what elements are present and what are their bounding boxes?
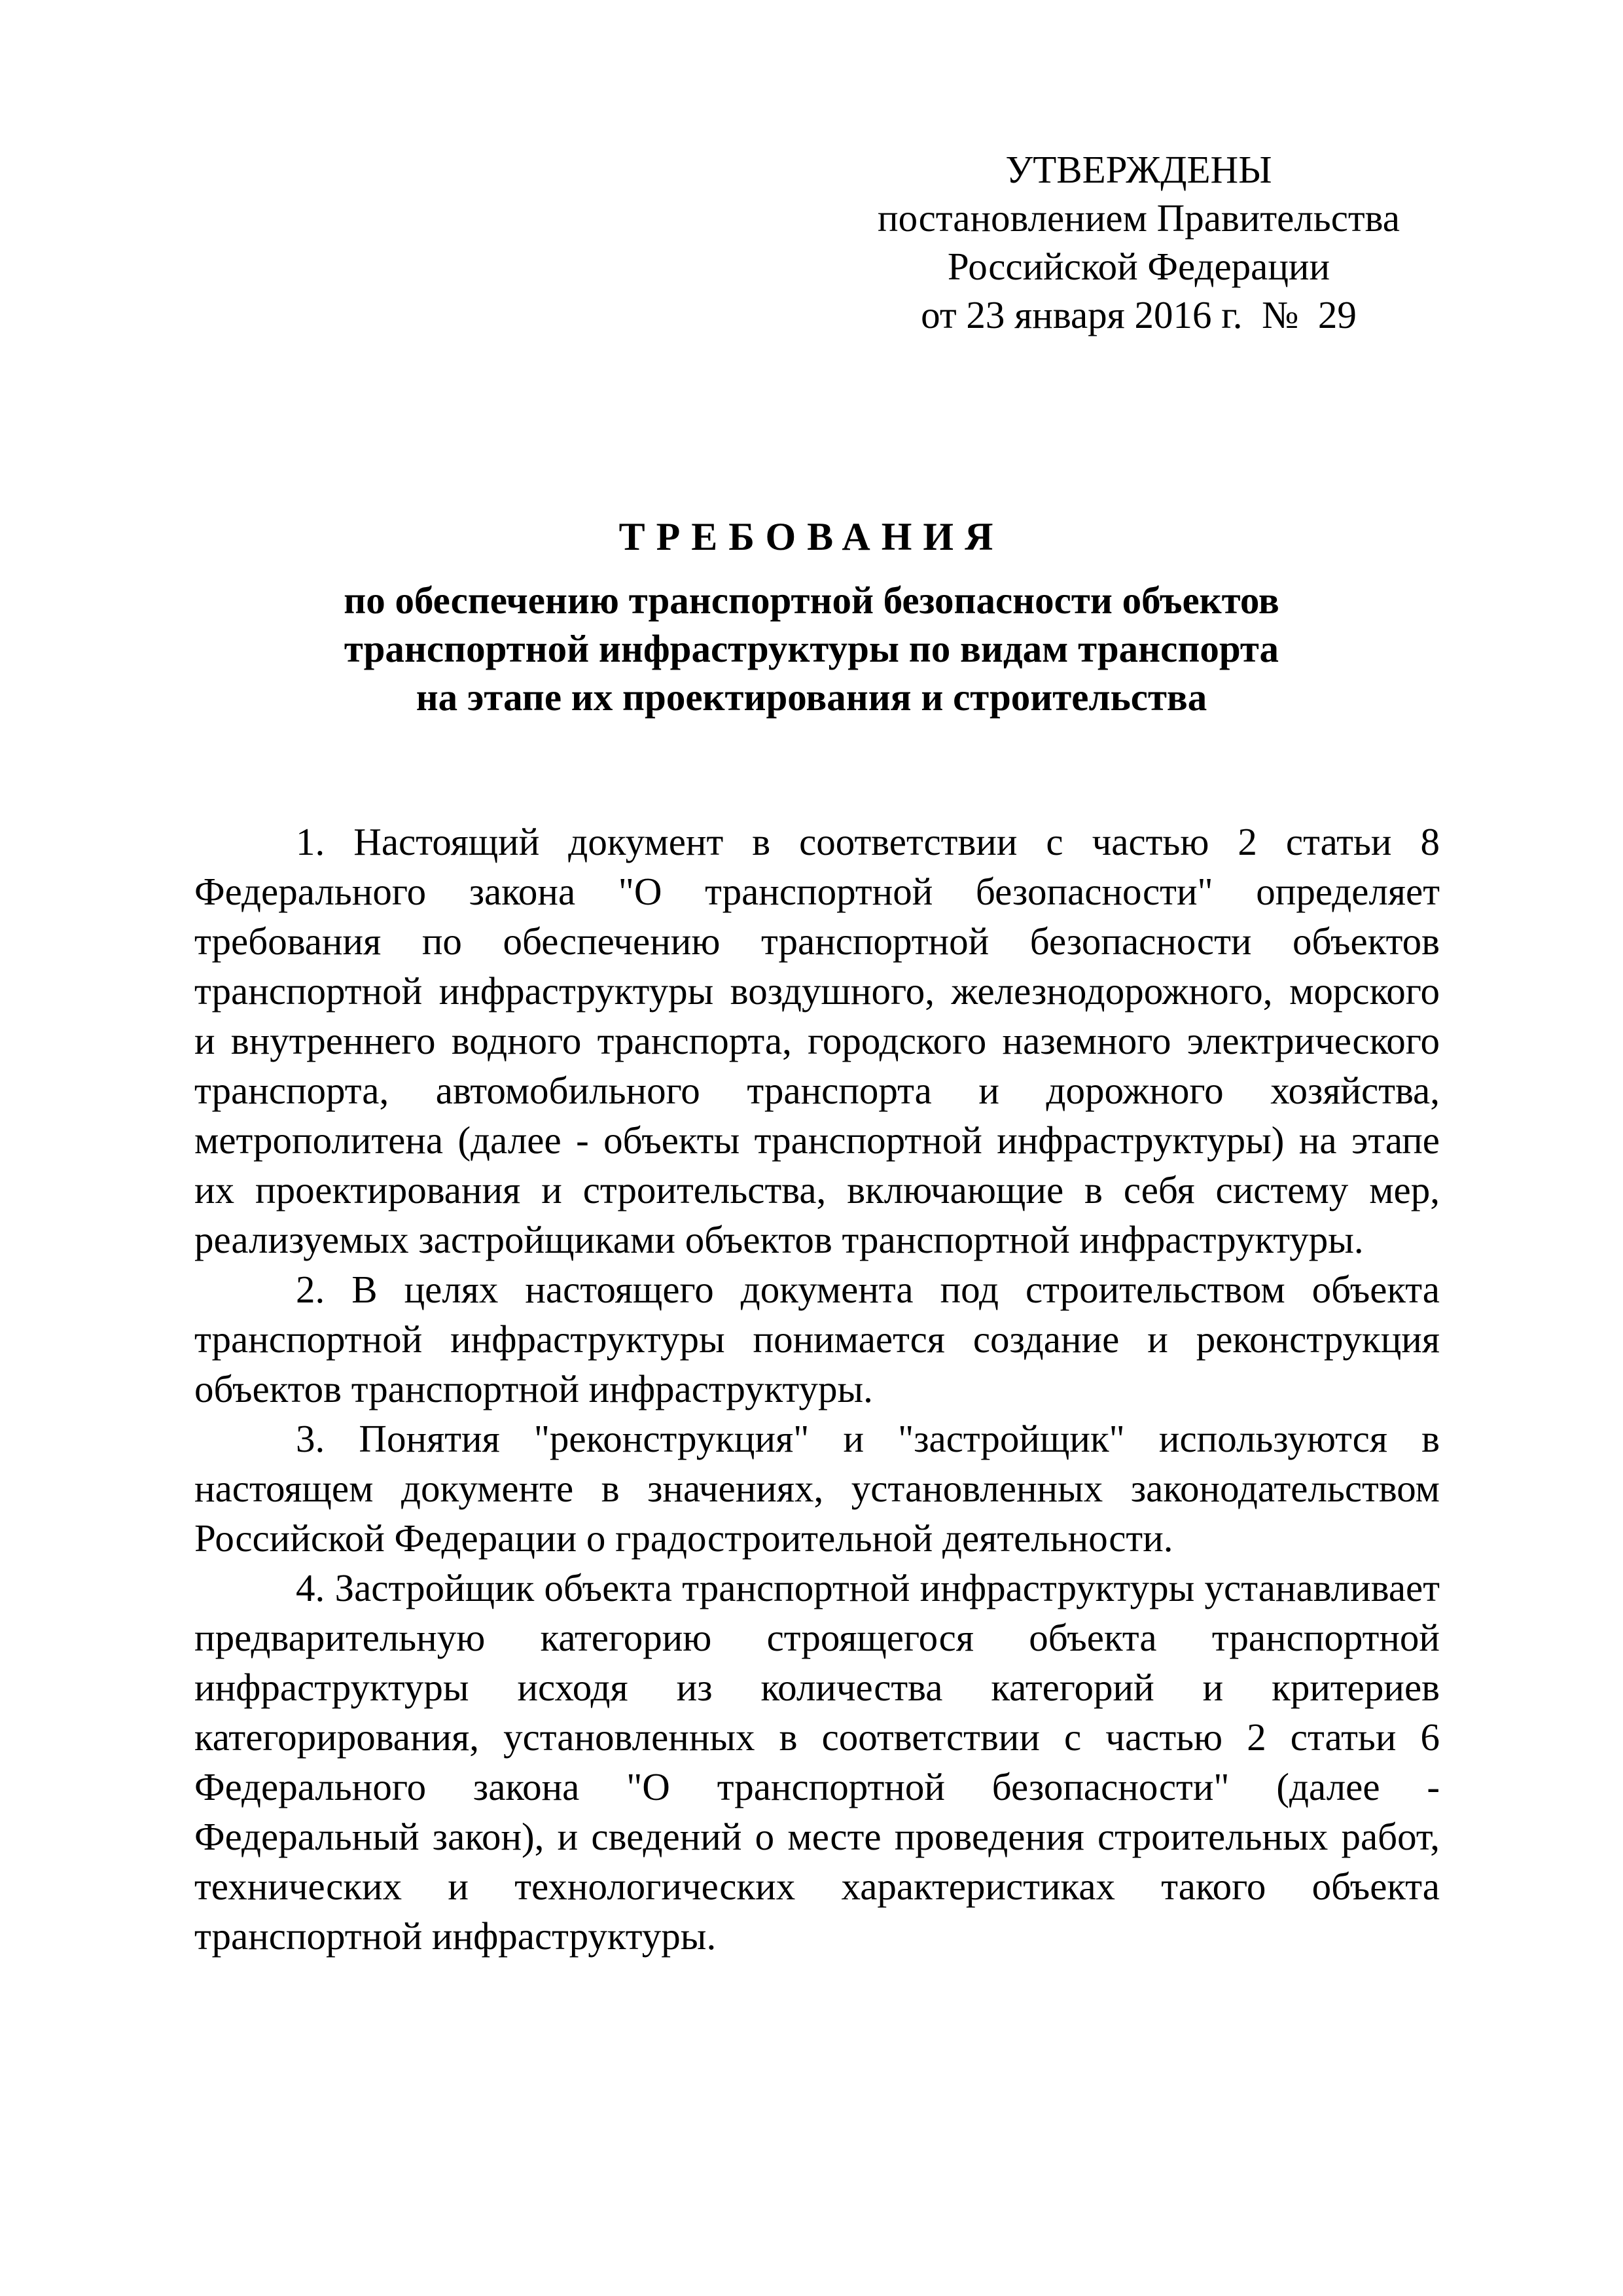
approval-date-line: от 23 января 2016 г. № 29 <box>921 293 1357 336</box>
subtitle-line-1: по обеспечению транспортной безопасности объектов <box>344 579 1279 622</box>
document-body <box>194 817 1440 1961</box>
paragraph-3: 3. Понятия "реконструкция" и "застройщик" используются в настоящем документе в значениях, установленных законодательством Российской Федерации о градостроительной деятельности. <box>194 1417 1440 1560</box>
approval-line-2: Российской Федерации <box>947 245 1330 288</box>
approval-status: УТВЕРЖДЕНЫ <box>1005 148 1272 191</box>
approval-line-1: постановлением Правительства <box>878 196 1400 240</box>
subtitle-line-2: транспортной инфраструктуры по видам транспорта <box>344 627 1279 670</box>
paragraph-4: 4. Застройщик объекта транспортной инфраструктуры устанавливает предварительную категорию строящегося объекта транспортной инфраструктуры исходя из количества категорий и критериев категорирования, установленных в соответствии с частью 2 статьи 6 Федерального закона "О транспортной безопасности" (далее - Федеральный закон), и сведений о месте проведения строительных работ, технических и технологических характеристиках такого объекта транспортной инфраструктуры. <box>194 1566 1440 1958</box>
document-title: ТРЕБОВАНИЯ <box>618 515 1005 558</box>
approval-stamp <box>851 145 1427 339</box>
paragraph-2: 2. В целях настоящего документа под строительством объекта транспортной инфраструктуры понимается создание и реконструкция объектов транспортной инфраструктуры. <box>194 1268 1440 1410</box>
subtitle-line-3: на этапе их проектирования и строительства <box>416 675 1207 719</box>
document-subtitle <box>275 576 1348 721</box>
paragraph-1: 1. Настоящий документ в соответствии с частью 2 статьи 8 Федерального закона "О транспортной безопасности" определяет требования по обеспечению транспортной безопасности объектов транспортной инфраструктуры воздушного, железнодорожного, морского и внутреннего водного транспорта, городского наземного электрического транспорта, автомобильного транспорта и дорожного хозяйства, метрополитена (далее - объекты транспортной инфраструктуры) на этапе их проектирования и строительства, включающие в себя систему мер, реализуемых застройщиками объектов транспортной инфраструктуры. <box>194 820 1440 1261</box>
